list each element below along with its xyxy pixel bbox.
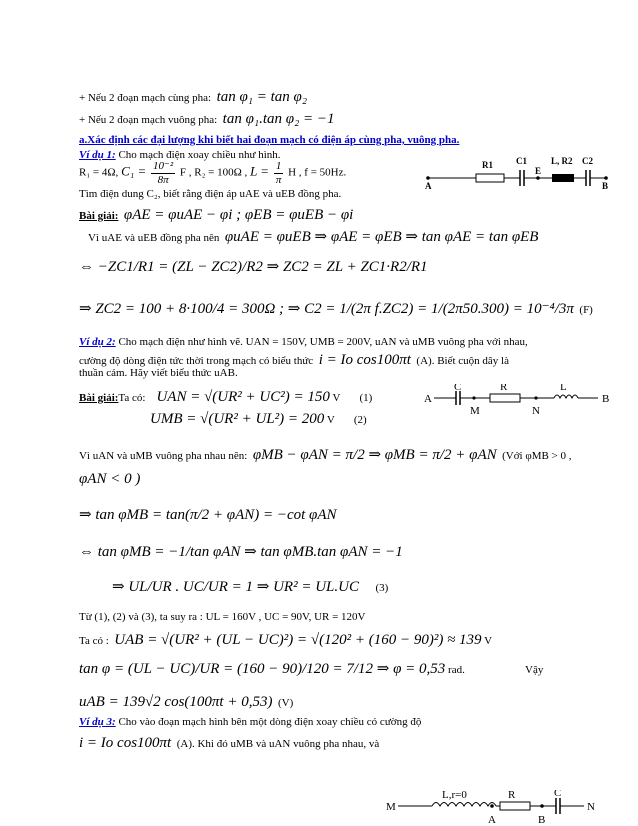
label-b-3: B: [538, 814, 546, 826]
rule-same-phase-eq: tan φ₁ = tan φ₂: [216, 89, 308, 105]
solution-1-line-4-unit: (F): [579, 304, 593, 316]
resistor-r-3: [500, 802, 530, 810]
param-c1-frac: [151, 160, 175, 186]
example-1-task: Tìm điện dung C₂, biết rằng điện áp uAE và uEB đồng pha.: [79, 188, 342, 200]
label-e: E: [535, 166, 542, 176]
example-2-umb-tag: (2): [353, 414, 367, 426]
label-c2: C2: [582, 156, 593, 166]
rule-same-phase: [79, 88, 307, 106]
example-2-tan-3-tag: (3): [375, 582, 389, 594]
example-2-tan-3: [112, 578, 388, 596]
inductor-l: [554, 395, 578, 398]
example-2-uan-eq: UAN = √(UR² + UC²) = 150: [156, 389, 330, 405]
example-2-tan-phi-eq: tan φ = (UL − UC)/UR = (160 − 90)/120 = 7/12 ⇒ φ = 0,53: [79, 661, 446, 677]
label-l: L: [560, 384, 567, 393]
example-2-result-eq: uAB = 139√2 cos(100πt + 0,53): [79, 694, 273, 710]
label-l-r2: L, R2: [551, 156, 573, 166]
example-1-label: Ví dụ 1:: [79, 149, 116, 161]
param-l-den: π: [275, 173, 282, 186]
rule-quadrature-text: + Nếu 2 đoạn mạch vuông pha:: [79, 114, 218, 126]
node-b: [604, 176, 608, 180]
example-2-intro: [79, 336, 528, 349]
example-2-quadrature-cond: (Với φMB > 0 ,: [502, 450, 572, 462]
resistor-r: [490, 394, 520, 402]
example-2-text-3: (A). Biết cuộn dây là: [416, 355, 509, 367]
param-r1: R₁ = 4Ω,: [79, 166, 119, 179]
example-2-tan-1: ⇒ tan φMB = tan(π/2 + φAN) = −cot φAN: [79, 507, 337, 523]
param-c1-den: 8π: [157, 173, 169, 186]
example-2-quadrature-cond-2: φAN < 0 ): [79, 471, 141, 487]
example-2-derived: Từ (1), (2) và (3), ta suy ra : UL = 160V , UC = 90V, UR = 120V: [79, 611, 366, 623]
label-r: R: [500, 384, 508, 393]
section-heading-a: a.Xác định các đại lượng khi biết hai đoạn mạch có điện áp cùng pha, vuông pha.: [79, 134, 460, 146]
example-2-uab-pre: Ta có :: [79, 635, 109, 647]
example-3-current-eq: i = Io cos100πt: [79, 735, 172, 751]
rule-quadrature-eq: tan φ₁.tan φ₂ = −1: [222, 111, 335, 127]
label-r1: R1: [482, 160, 493, 170]
example-2-tan-phi: [79, 660, 465, 678]
example-2-quadrature-text: Vì uAN và uMB vuông pha nhau nên:: [79, 450, 248, 462]
example-2-label: Ví dụ 2:: [79, 336, 116, 348]
example-3-intro: [79, 716, 421, 729]
solution-1-line-4-eq: ⇒ ZC2 = 100 + 8·100/4 = 300Ω ; ⇒ C2 = 1/(2π f.ZC2) = 1/(2π50.300) = 10⁻⁴/3π: [79, 301, 574, 317]
example-2-text: Cho mạch điện như hình vẽ. UAN = 150V, UMB = 200V, uAN và uMB vuông pha với nhau,: [115, 336, 528, 348]
label-b: B: [602, 181, 609, 190]
example-2-quadrature-eq: φMB − φAN = π/2 ⇒ φMB = π/2 + φAN: [252, 447, 497, 463]
rule-quadrature: [79, 110, 335, 128]
example-2-uab-eq: UAB = √(UR² + (UL − UC)²) = √(120² + (160 − 90)²) ≈ 139: [114, 632, 482, 648]
example-2-uan-tag: (1): [359, 392, 373, 404]
solution-1-line-2-text: Vì uAE và uEB đồng pha nên: [88, 232, 220, 244]
label-m-3: M: [386, 801, 396, 813]
param-c1-unit: F , R₂ = 100Ω ,: [179, 166, 248, 179]
example-2-uab: [79, 631, 492, 649]
example-2-therefore: Vậy: [525, 664, 544, 676]
example-2-quadrature: [79, 446, 572, 464]
label-a-3: A: [488, 814, 496, 826]
example-2-line-3: thuần cảm. Hãy viết biểu thức uAB.: [79, 367, 238, 379]
label-n: N: [532, 405, 540, 417]
inductor-l-r0: [432, 803, 496, 807]
example-2-result-unit: (V): [277, 697, 294, 709]
rule-same-phase-text: + Nếu 2 đoạn mạch cùng pha:: [79, 92, 212, 104]
param-l-frac: [274, 160, 284, 186]
solution-1-line-4: [79, 300, 593, 318]
param-c1-label: C₁ =: [121, 163, 147, 179]
param-l-label: L =: [250, 163, 270, 179]
node-n: [534, 396, 537, 399]
solution-1-line-1: [79, 206, 353, 224]
example-3-text: Cho vào đoạn mạch hình bên một dòng điện xoay chiều có cường độ: [115, 716, 422, 728]
label-l-r0: L,r=0: [442, 790, 467, 801]
label-c-3: C: [554, 790, 562, 799]
node-a: [426, 176, 430, 180]
label-a: A: [425, 181, 432, 190]
example-2-uab-unit: V: [484, 635, 493, 647]
example-2-text-2: cường độ dòng điện tức thời trong mạch có biểu thức: [79, 355, 314, 367]
node-e: [536, 176, 540, 180]
circuit-diagram-1: [420, 150, 610, 190]
solution-1-line-3: ⇔ −ZC1/R1 = (ZL − ZC2)/R2 ⇒ ZC2 = ZL + ZC1·R2/R1: [79, 259, 428, 275]
resistor-r1: [476, 174, 504, 182]
example-2-umb: [150, 410, 367, 428]
example-2-tan-phi-unit: rad.: [448, 664, 465, 676]
node-a-3: [490, 804, 494, 808]
param-c1-num: 10⁻²: [153, 160, 174, 172]
label-c1: C1: [516, 156, 527, 166]
circuit-diagram-2: [422, 384, 612, 418]
example-2-current-eq: i = Io cos100πt: [318, 352, 411, 368]
solution-2-label-tail: Ta có:: [118, 392, 146, 404]
node-m: [472, 396, 475, 399]
label-n-3: N: [587, 801, 595, 813]
example-2-uan: [79, 388, 372, 406]
label-b-2: B: [602, 393, 610, 405]
solution-label: Bài giải:: [79, 210, 119, 222]
example-2-tan-3-eq: ⇒ UL/UR . UC/UR = 1 ⇒ UR² = UL.UC: [112, 579, 359, 595]
inductor-l-r2: [552, 174, 574, 182]
example-1-text: Cho mạch điện xoay chiều như hình.: [115, 149, 281, 161]
solution-1-line-2-eq: φuAE = φuEB ⇒ φAE = φEB ⇒ tan φAE = tan φEB: [224, 229, 539, 245]
example-3-label: Ví dụ 3:: [79, 716, 116, 728]
label-m: M: [470, 405, 480, 417]
param-l-unit: H , f = 50Hz.: [288, 166, 347, 179]
label-a-2: A: [424, 393, 432, 405]
example-2-result: [79, 693, 293, 711]
solution-1-line-2: [88, 228, 538, 246]
example-2-umb-eq: UMB = √(UR² + UL²) = 200: [150, 411, 325, 427]
node-b-3: [540, 804, 544, 808]
example-2-umb-unit: V: [326, 414, 335, 426]
example-1-params: [79, 160, 346, 186]
solution-1-eq: φAE = φuAE − φi ; φEB = φuEB − φi: [123, 207, 354, 223]
label-c: C: [454, 384, 462, 393]
circuit-diagram-3: [384, 790, 604, 826]
example-2-tan-2: ⇔ tan φMB = −1/tan φAN ⇒ tan φMB.tan φAN = −1: [79, 544, 403, 560]
param-l-num: 1: [274, 160, 284, 174]
example-3-text-2: (A). Khi đó uMB và uAN vuông pha nhau, và: [176, 738, 380, 750]
example-3-line-2: [79, 734, 379, 752]
example-2-uan-unit: V: [332, 392, 341, 404]
solution-2-label: Bài giải:: [79, 392, 119, 404]
label-r-3: R: [508, 790, 516, 801]
